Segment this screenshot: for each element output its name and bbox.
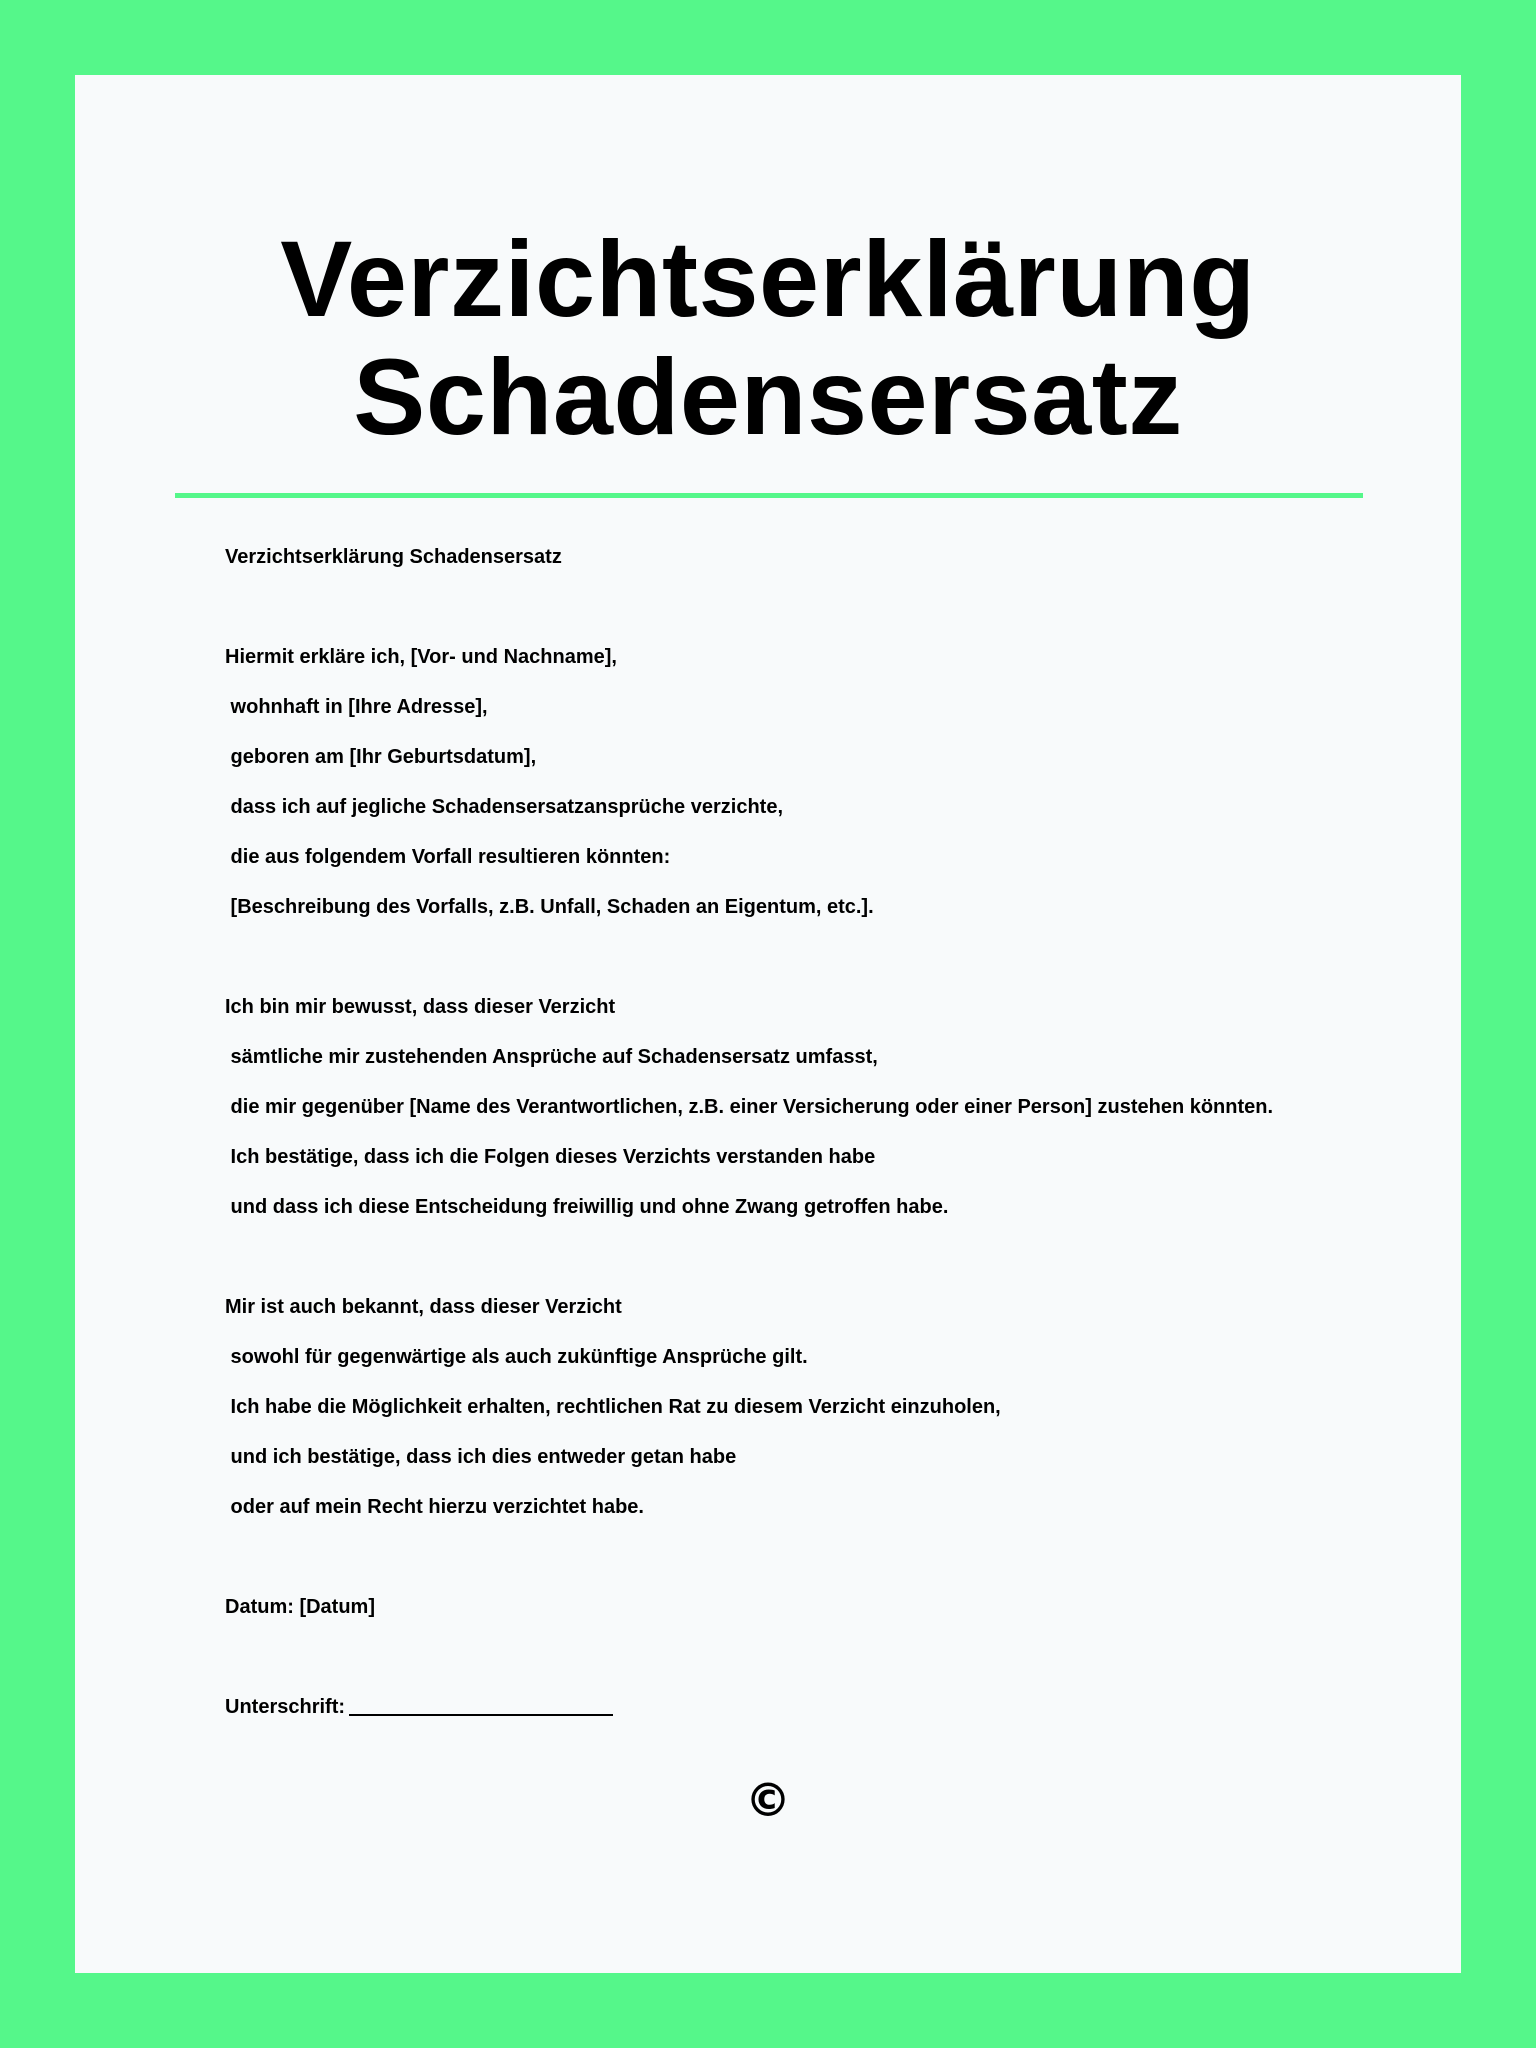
signature-field-line [349, 1696, 613, 1716]
paragraph-1-line-1: Hiermit erkläre ich, [Vor- und Nachname], [225, 646, 617, 668]
title-line-2: Schadensersatz [353, 336, 1183, 457]
signature-row [225, 1695, 613, 1719]
title-line-1: Verzichtserklärung [280, 218, 1256, 339]
date-line: Datum: [Datum] [225, 1596, 375, 1618]
copyright-icon: © [745, 1773, 791, 1827]
paragraph-1-line-5: die aus folgendem Vorfall resultieren könnten: [225, 846, 671, 868]
paragraph-2-line-4: Ich bestätige, dass ich die Folgen dieses Verzichts verstanden habe [225, 1146, 876, 1168]
paragraph-1-line-6: [Beschreibung des Vorfalls, z.B. Unfall, Schaden an Eigentum, etc.]. [225, 896, 874, 918]
signature-label: Unterschrift: [225, 1696, 346, 1718]
paragraph-2-line-1: Ich bin mir bewusst, dass dieser Verzicht [225, 996, 616, 1018]
document-heading: Verzichtserklärung Schadensersatz [225, 546, 562, 568]
paragraph-2-line-5: und dass ich diese Entscheidung freiwillig und ohne Zwang getroffen habe. [225, 1196, 949, 1218]
paragraph-1-line-4: dass ich auf jegliche Schadensersatzansprüche verzichte, [225, 796, 783, 818]
paragraph-3-line-1: Mir ist auch bekannt, dass dieser Verzicht [225, 1296, 622, 1318]
paragraph-2-line-3: die mir gegenüber [Name des Verantwortlichen, z.B. einer Versicherung oder einer Person] zustehen könnten. [225, 1096, 1274, 1118]
paragraph-2-line-2: sämtliche mir zustehenden Ansprüche auf Schadensersatz umfasst, [225, 1046, 878, 1068]
title-divider [175, 493, 1363, 498]
paragraph-3-line-5: oder auf mein Recht hierzu verzichtet habe. [225, 1496, 644, 1518]
paragraph-1-line-2: wohnhaft in [Ihre Adresse], [225, 696, 488, 718]
paragraph-3-line-2: sowohl für gegenwärtige als auch zukünftige Ansprüche gilt. [225, 1346, 808, 1368]
paragraph-3-line-3: Ich habe die Möglichkeit erhalten, rechtlichen Rat zu diesem Verzicht einzuholen, [225, 1396, 1001, 1418]
paragraph-3-line-4: und ich bestätige, dass ich dies entweder getan habe [225, 1446, 737, 1468]
paragraph-1-line-3: geboren am [Ihr Geburtsdatum], [225, 746, 537, 768]
document-title [75, 220, 1461, 456]
